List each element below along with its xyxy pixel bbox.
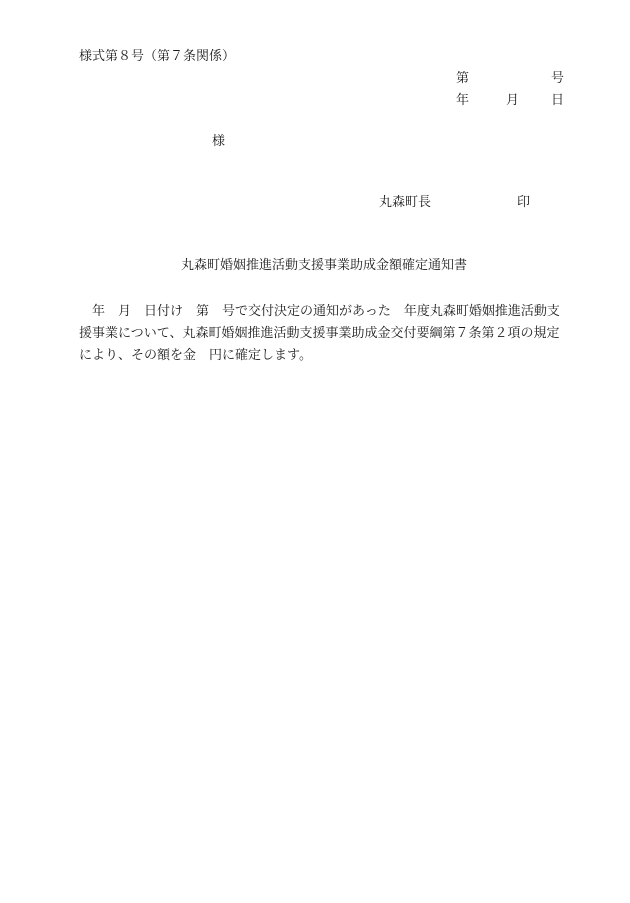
issuer-title: 丸森町長 — [379, 195, 432, 210]
document-number-suffix: 号 — [551, 71, 565, 86]
addressee-honorific: 様 — [212, 134, 226, 149]
form-number: 様式第８号（第７条関係） — [79, 49, 236, 64]
document-number-prefix: 第 — [456, 71, 470, 86]
date-day-label: 日 — [551, 93, 565, 108]
date-year-label: 年 — [456, 93, 470, 108]
body-line: 援事業について、丸森町婚姻推進活動支援事業助成金交付要綱第７条第２項の規定 — [79, 326, 560, 341]
date-month-label: 月 — [506, 93, 520, 108]
body-line: 年 月 日付け 第 号で交付決定の通知があった 年度丸森町婚姻推進活動支 — [79, 304, 560, 319]
seal-mark: 印 — [517, 195, 531, 210]
body-line: により、その額を金 円に確定します。 — [79, 348, 312, 363]
body-paragraph — [79, 301, 559, 367]
document-title: 丸森町婚姻推進活動支援事業助成金額確定通知書 — [181, 258, 468, 273]
